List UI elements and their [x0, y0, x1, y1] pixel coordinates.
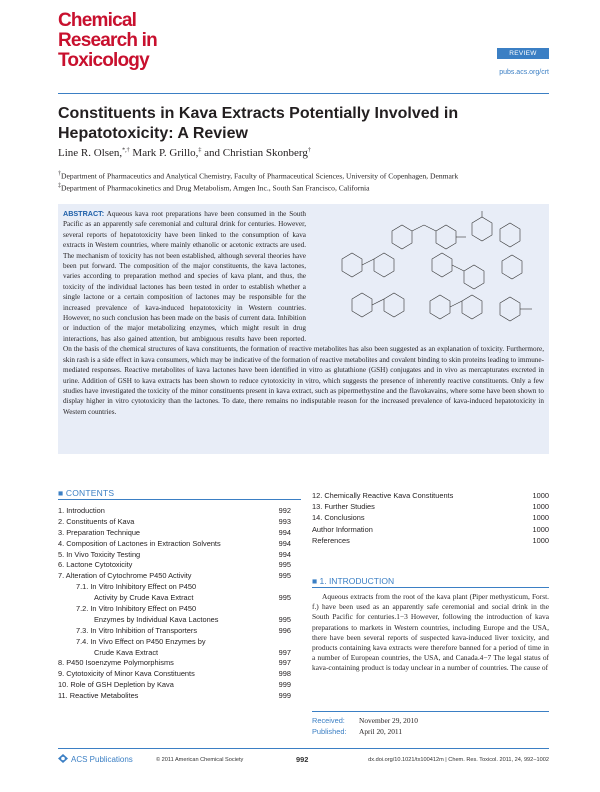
contents-item-label: 2. Constituents of Kava	[58, 516, 135, 526]
contents-item[interactable]	[312, 524, 549, 535]
journal-url-link[interactable]: pubs.acs.org/crt	[499, 69, 549, 76]
journal-logo	[58, 11, 178, 71]
contents-item[interactable]	[58, 506, 291, 517]
contents-item-label: 5. In Vivo Toxicity Testing	[58, 549, 141, 559]
contents-item-label: Enzymes by Individual Kava Lactones	[94, 614, 219, 624]
contents-item-label: 7.2. In Vitro Inhibitory Effect on P450	[76, 604, 197, 614]
contents-item-page: 1000	[532, 502, 549, 512]
abstract-box	[58, 204, 549, 454]
date-row-received	[312, 715, 549, 726]
contents-item-page: 998	[278, 669, 291, 679]
contents-item[interactable]	[58, 550, 291, 561]
contents-item-page: 997	[278, 658, 291, 668]
affiliation-text: Department of Pharmaceutics and Analytical Chemistry, Faculty of Pharmaceutical Sciences, University of Copenhagen, Denmark	[61, 171, 459, 181]
contents-item[interactable]	[58, 604, 291, 615]
contents-item[interactable]	[58, 615, 291, 626]
kava-structures-figure	[312, 209, 544, 335]
contents-item-page: 1000	[532, 513, 549, 523]
contents-item[interactable]	[58, 560, 291, 571]
author-marks: *,†	[122, 147, 130, 154]
acs-logo-icon	[58, 754, 68, 763]
contents-item-page: 992	[278, 506, 291, 515]
contents-item-label: 3. Preparation Technique	[58, 527, 141, 537]
contents-list-left	[58, 506, 291, 702]
contents-item[interactable]	[58, 571, 291, 582]
logo-line-1: Chemical	[58, 10, 137, 31]
page-number: 992	[296, 755, 309, 764]
contents-item-label: Author Information	[312, 524, 373, 534]
contents-item-page: 995	[278, 571, 291, 581]
contents-item-page: 995	[278, 614, 291, 624]
contents-item-label: 7.1. In Vitro Inhibitory Effect on P450	[76, 582, 197, 592]
contents-item[interactable]	[58, 626, 291, 637]
contents-item-label: 1. Introduction	[58, 506, 105, 515]
review-badge: REVIEW	[497, 48, 549, 59]
contents-item-page: 999	[278, 691, 291, 701]
contents-item[interactable]	[58, 680, 291, 691]
date-value: April 20, 2011	[359, 727, 403, 736]
author-marks: †	[307, 147, 311, 154]
contents-item-label: 11. Reactive Metabolites	[58, 691, 139, 701]
affiliation-mark: †	[58, 171, 61, 177]
contents-item[interactable]	[58, 658, 291, 669]
abstract-label: ABSTRACT:	[63, 209, 105, 218]
contents-item[interactable]	[58, 648, 291, 659]
author-name[interactable]: Line R. Olsen,	[58, 147, 123, 159]
date-value: November 29, 2010	[359, 716, 418, 725]
page-footer	[58, 754, 549, 766]
contents-item-page: 997	[278, 647, 291, 657]
author-marks: ‡	[198, 147, 202, 154]
contents-item-page: 1000	[532, 524, 549, 534]
author-name[interactable]: and Christian Skonberg	[204, 147, 308, 159]
contents-item-page: 995	[278, 560, 291, 570]
contents-item[interactable]	[312, 501, 549, 512]
contents-item-page: 994	[278, 549, 291, 559]
contents-item[interactable]	[58, 637, 291, 648]
contents-item-label: 8. P450 Isoenzyme Polymorphisms	[58, 658, 174, 668]
contents-item-label: 7.3. In Vitro Inhibition of Transporters	[76, 625, 198, 635]
contents-item-label: Crude Kava Extract	[94, 647, 159, 657]
copyright-notice: © 2011 American Chemical Society	[156, 757, 244, 763]
abstract-body	[63, 209, 544, 417]
contents-item[interactable]	[58, 669, 291, 680]
contents-item[interactable]	[58, 517, 291, 528]
date-label: Received:	[312, 716, 345, 725]
affiliation	[58, 183, 370, 193]
contents-item-label: 4. Composition of Lactones in Extraction Solvents	[58, 538, 221, 548]
contents-item-page: 1000	[532, 535, 549, 545]
footer-divider	[58, 748, 549, 749]
contents-heading: ■ CONTENTS	[58, 488, 115, 498]
contents-item-page: 994	[278, 527, 291, 537]
contents-item-label: 12. Chemically Reactive Kava Constituents	[312, 491, 454, 500]
contents-item-label: 13. Further Studies	[312, 502, 375, 512]
contents-item-page: 999	[278, 680, 291, 690]
doi-citation[interactable]: dx.doi.org/10.1021/tx100412m | Chem. Res. Toxicol. 2011, 24, 992−1002	[368, 757, 549, 763]
logo-line-3: Toxicology	[58, 50, 149, 71]
publisher-name: ACS Publications	[71, 755, 133, 764]
contents-item[interactable]	[312, 490, 549, 501]
affiliation-text: Department of Pharmacokinetics and Drug Metabolism, Amgen Inc., South San Francisco, California	[61, 183, 370, 193]
affiliation	[58, 171, 458, 181]
contents-item[interactable]	[58, 539, 291, 550]
chemical-structures-graphic	[312, 209, 544, 335]
contents-item[interactable]	[58, 691, 291, 702]
contents-item[interactable]	[58, 528, 291, 539]
contents-item-label: Activity by Crude Kava Extract	[94, 593, 194, 603]
date-row-published	[312, 726, 549, 737]
contents-item-page: 995	[278, 593, 291, 603]
contents-item-label: 10. Role of GSH Depletion by Kava	[58, 680, 174, 690]
contents-item[interactable]	[58, 582, 291, 593]
author-list	[58, 147, 311, 159]
contents-item[interactable]	[312, 512, 549, 523]
contents-item-label: References	[312, 535, 350, 545]
author-name[interactable]: Mark P. Grillo,	[132, 147, 199, 159]
date-label: Published:	[312, 727, 347, 736]
affiliation-mark: ‡	[58, 183, 61, 189]
header-divider	[58, 93, 549, 94]
contents-item-label: 7. Alteration of Cytochrome P450 Activity	[58, 571, 192, 581]
publication-dates	[312, 711, 549, 737]
contents-item-label: 6. Lactone Cytotoxicity	[58, 560, 133, 570]
introduction-heading: ■ 1. INTRODUCTION	[312, 576, 395, 586]
acs-publications-logo[interactable]	[58, 754, 133, 766]
contents-item-page: 996	[278, 625, 291, 635]
contents-item[interactable]	[58, 593, 291, 604]
abstract-text: Aqueous kava root preparations have been consumed in the South Pacific as an apparently safe ceremonial and cultural drink for centuries. However, several reports of hepatotoxicity have been linked to the consumption of kava extracts in Western countries, where mainly ethanolic or acetonic extracts are used. The mechanism of toxicity has not been established, although several theories have been put forward. The composition of the major constituents, the kava lactones, varies according to preparation method and species of kava plant, and thus, the toxicity of the individual lactones has been tested in order to establish whether a single lactone or a certain composition of lactones may be responsible for the increased prevalence of kava-induced hepatotoxicity in Western countries. However, no such conclusion has been made on the basis of current data. Inhibition or induction of the major metabolizing enzymes, which might result in drug interactions, has also gained attention, but ambiguous results have been reported. On the basis of the chemical structures of kava constituents, the formation of reactive metabolites has also been suggested as an explanation of toxicity. Furthermore, skin rash is a side effect in kava consumers, which may be indicative of the formation of reactive metabolites and covalent binding to skin proteins leading to immune-mediated responses. Reactive metabolites of kava lactones have been identified in vitro as glutathione (GSH) conjugates and in vivo as mercapturates excreted in urine. Addition of GSH to kava extracts has been shown to reduce cytotoxicity in vitro, which suggests the presence of inherently reactive constituents. Only a few studies have investigated the toxicity of the minor constituents present in kava extract, such as pipermethystine and the flavokavains, where some have been shown to display higher in vitro cytotoxicity than the lactones. To date, there remains no indisputable reason for the increased prevalence of kava-induced hepatotoxicity in Western countries.	[63, 210, 544, 416]
contents-item-label: 14. Conclusions	[312, 513, 365, 523]
article-title: Constituents in Kava Extracts Potentially Involved in Hepatotoxicity: A Review	[58, 105, 459, 142]
contents-item-page: 994	[278, 538, 291, 548]
contents-item-page: 1000	[532, 491, 549, 500]
logo-line-2: Research in	[58, 30, 157, 51]
introduction-body	[312, 592, 549, 674]
contents-list-right	[312, 490, 549, 546]
contents-item-page: 993	[278, 516, 291, 526]
introduction-paragraph: Aqueous extracts from the root of the kava plant (Piper methysticum, Forst. f.) have been used as an apparently safe ceremonial and social drink in the South Pacific for centuries.1−3 However, following the introduction of kava preparations to markets in Western countries, including Europe and the USA, there have been several reports of suspected kava-induced liver toxicity, and products containing kava extracts were therefore banned for a period of time in a number of European countries, the USA, and Canada.4−7 The legal status of kava-containing product is today unclear in a number of countries. The cause of	[312, 592, 549, 673]
contents-item-label: 9. Cytotoxicity of Minor Kava Constituents	[58, 669, 195, 679]
contents-item[interactable]	[312, 535, 549, 546]
contents-item-label: 7.4. In Vivo Effect on P450 Enzymes by	[76, 636, 206, 646]
